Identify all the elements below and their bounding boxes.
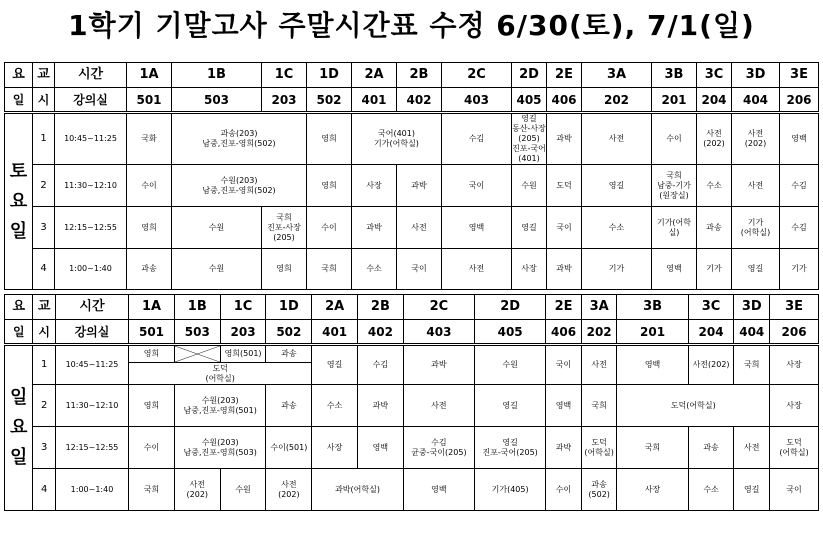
cell-2E: 국이	[547, 207, 582, 249]
cell-3C: 수소	[688, 469, 734, 511]
cell-3B: 국희 남중-기가(원장실)	[652, 165, 697, 207]
class-2A: 2A	[312, 295, 358, 320]
cell-2D: 영길	[475, 385, 546, 427]
cell-2D: 영길	[512, 207, 547, 249]
cell-1B-crossed	[174, 345, 220, 363]
cell-3B: 수이	[652, 113, 697, 165]
room-2B: 402	[358, 320, 404, 345]
room-3C: 204	[697, 88, 732, 113]
cell-1D: 영희	[307, 113, 352, 165]
period-number: 4	[33, 469, 55, 511]
room-2C: 403	[442, 88, 512, 113]
cell-2A: 수소	[312, 385, 358, 427]
cell-1A: 영희	[129, 385, 175, 427]
saturday-timetable	[4, 62, 819, 290]
class-3B: 3B	[652, 63, 697, 88]
period-number: 4	[33, 249, 55, 290]
header-si: 시	[33, 320, 55, 345]
cell-3B-3D: 도덕(어학실)	[617, 385, 770, 427]
cell-3A: 사전	[581, 345, 617, 385]
cell-1C: 영희(501)	[220, 345, 266, 363]
room-3A: 202	[582, 88, 652, 113]
cell-3B: 영백	[652, 249, 697, 290]
cell-2B: 과박	[358, 385, 404, 427]
cell-3D: 영길	[734, 469, 770, 511]
class-1D: 1D	[307, 63, 352, 88]
cell-3C: 기가	[697, 249, 732, 290]
class-2C: 2C	[442, 63, 512, 88]
cell-3B: 기가(어학실)	[652, 207, 697, 249]
room-2E: 406	[546, 320, 582, 345]
period-time: 12:15~12:55	[55, 427, 128, 469]
room-3B: 201	[617, 320, 688, 345]
cell-2E: 수이	[546, 469, 582, 511]
cell-3A: 수소	[582, 207, 652, 249]
period-time: 10:45~11:25	[55, 113, 127, 165]
cell-2C: 국이	[442, 165, 512, 207]
period-number: 3	[33, 427, 55, 469]
header-time: 시간	[55, 63, 127, 88]
cell-1C: 국희 진포-사장 (205)	[262, 207, 307, 249]
class-3A: 3A	[582, 63, 652, 88]
class-2E: 2E	[546, 295, 582, 320]
class-1C: 1C	[220, 295, 266, 320]
cell-3D: 사전 (202)	[732, 113, 780, 165]
cross-mark-icon	[175, 346, 220, 362]
cell-3C: 사전(202)	[697, 113, 732, 165]
header-gyo: 교	[33, 63, 55, 88]
cell-3E: 기가	[780, 249, 819, 290]
cell-3B: 영백	[617, 345, 688, 385]
header-room: 강의실	[55, 320, 128, 345]
cell-3A: 기가	[582, 249, 652, 290]
class-2D: 2D	[512, 63, 547, 88]
cell-2C: 사전	[442, 249, 512, 290]
cell-2C: 과박	[403, 345, 474, 385]
cell-1A: 영희	[129, 345, 175, 363]
cell-2D: 수원	[475, 345, 546, 385]
room-2A: 401	[352, 88, 397, 113]
class-3D: 3D	[732, 63, 780, 88]
cell-2E: 과박	[547, 113, 582, 165]
period-number: 2	[33, 165, 55, 207]
cell-3A: 도덕 (어학실)	[581, 427, 617, 469]
room-1A: 501	[127, 88, 172, 113]
cell-3B: 국희	[617, 427, 688, 469]
room-1B: 503	[174, 320, 220, 345]
room-2E: 406	[547, 88, 582, 113]
cell-2B: 영백	[358, 427, 404, 469]
cell-3C: 사전(202)	[688, 345, 734, 385]
cell-1A: 국화	[127, 113, 172, 165]
sunday-timetable	[4, 294, 819, 511]
period-time: 10:45~11:25	[55, 345, 128, 385]
cell-2A: 영길	[312, 345, 358, 385]
cell-3E: 사장	[770, 385, 819, 427]
cell-1A: 수이	[129, 427, 175, 469]
room-3E: 206	[780, 88, 819, 113]
cell-2C: 영백	[403, 469, 474, 511]
class-1A: 1A	[129, 295, 175, 320]
cell-2A: 수소	[352, 249, 397, 290]
cell-3E: 도덕 (어학실)	[770, 427, 819, 469]
cell-3E: 사장	[770, 345, 819, 385]
room-2C: 403	[403, 320, 474, 345]
cell-3E: 국이	[770, 469, 819, 511]
cell-1B: 수원	[172, 249, 262, 290]
cell-2E: 도덕	[547, 165, 582, 207]
cell-2A: 사장	[352, 165, 397, 207]
cell-1D: 수이	[307, 207, 352, 249]
header-si: 시	[33, 88, 55, 113]
cell-2C: 사전	[403, 385, 474, 427]
period-time: 11:30~12:10	[55, 165, 127, 207]
cell-3A: 국희	[581, 385, 617, 427]
class-3D: 3D	[734, 295, 770, 320]
cell-3A: 영길	[582, 165, 652, 207]
cell-3A: 사전	[582, 113, 652, 165]
cell-2A-2B: 과박(어학실)	[312, 469, 404, 511]
period-number: 1	[33, 345, 55, 385]
class-1B: 1B	[172, 63, 262, 88]
cell-3C: 과송	[697, 207, 732, 249]
cell-3E: 영백	[780, 113, 819, 165]
cell-3D: 영길	[732, 249, 780, 290]
room-3A: 202	[581, 320, 617, 345]
cell-1D: 국희	[307, 249, 352, 290]
room-1A: 501	[129, 320, 175, 345]
cell-2C: 영백	[442, 207, 512, 249]
room-1D: 502	[307, 88, 352, 113]
cell-3D: 기가 (어학실)	[732, 207, 780, 249]
header-gyo: 교	[33, 295, 55, 320]
cell-1D: 과송	[266, 385, 312, 427]
cell-1C: 영희	[262, 249, 307, 290]
cell-2D: 수원	[512, 165, 547, 207]
class-1D: 1D	[266, 295, 312, 320]
room-3D: 404	[734, 320, 770, 345]
cell-1A: 영희	[127, 207, 172, 249]
cell-3E: 수김	[780, 207, 819, 249]
cell-2A: 사장	[312, 427, 358, 469]
room-2B: 402	[397, 88, 442, 113]
cell-2E: 영백	[546, 385, 582, 427]
cell-3C: 수소	[697, 165, 732, 207]
cell-3B: 사장	[617, 469, 688, 511]
class-3C: 3C	[697, 63, 732, 88]
room-1B: 503	[172, 88, 262, 113]
cell-2A-2B: 국어(401) 기가(어학실)	[352, 113, 442, 165]
day-label-sunday: 일 요 일	[5, 345, 33, 511]
class-3B: 3B	[617, 295, 688, 320]
period-number: 1	[33, 113, 55, 165]
cell-2D: 영길 동산-사장(205) 진포-국어(401)	[512, 114, 546, 163]
cell-1B-1C: 수원(203) 남중,진포-영희(503)	[174, 427, 266, 469]
cell-1A: 수이	[127, 165, 172, 207]
day-label-saturday: 토 요 일	[5, 113, 33, 290]
header-il: 일	[5, 320, 33, 345]
cell-2C: 수김 균중-국이(205)	[403, 427, 474, 469]
page-title: 1학기 기말고사 주말시간표 수정 6/30(토), 7/1(일)	[68, 9, 755, 42]
cell-2D: 영길 진포-국어(205)	[475, 427, 546, 469]
cell-3D: 사전	[734, 427, 770, 469]
cell-1A-1D-merged: 도덕 (어학실)	[129, 363, 312, 385]
period-number: 3	[33, 207, 55, 249]
room-2D: 405	[475, 320, 546, 345]
cell-2D: 사장	[512, 249, 547, 290]
cell-1B-1C: 수원(203) 남중,진포-영희(502)	[172, 165, 307, 207]
cell-3D: 국희	[734, 345, 770, 385]
class-1C: 1C	[262, 63, 307, 88]
cell-1C: 수원	[220, 469, 266, 511]
header-yo: 요	[5, 295, 33, 320]
room-3B: 201	[652, 88, 697, 113]
period-number: 2	[33, 385, 55, 427]
cell-1D: 수이(501)	[266, 427, 312, 469]
header-il: 일	[5, 88, 33, 113]
room-2D: 405	[512, 88, 547, 113]
room-1C: 203	[220, 320, 266, 345]
room-3E: 206	[770, 320, 819, 345]
header-yo: 요	[5, 63, 33, 88]
cell-1B-1C: 수원(203) 남중,진포-영희(501)	[174, 385, 266, 427]
class-2A: 2A	[352, 63, 397, 88]
class-1B: 1B	[174, 295, 220, 320]
class-3E: 3E	[770, 295, 819, 320]
header-room: 강의실	[55, 88, 127, 113]
cell-2B: 국이	[397, 249, 442, 290]
cell-1B-1C: 과송(203) 남중,진포-영희(502)	[172, 113, 307, 165]
cell-1D: 과송	[266, 345, 312, 363]
class-3C: 3C	[688, 295, 734, 320]
cell-3C: 과송	[688, 427, 734, 469]
cell-2D: 기가(405)	[475, 469, 546, 511]
cell-3D: 사전	[732, 165, 780, 207]
cell-2E: 과박	[546, 427, 582, 469]
class-2D: 2D	[475, 295, 546, 320]
cell-1A: 국희	[129, 469, 175, 511]
cell-1D: 영희	[307, 165, 352, 207]
class-3E: 3E	[780, 63, 819, 88]
header-time: 시간	[55, 295, 128, 320]
class-2B: 2B	[358, 295, 404, 320]
class-2E: 2E	[547, 63, 582, 88]
period-time: 12:15~12:55	[55, 207, 127, 249]
period-time: 11:30~12:10	[55, 385, 128, 427]
room-1D: 502	[266, 320, 312, 345]
room-2A: 401	[312, 320, 358, 345]
cell-3E: 수김	[780, 165, 819, 207]
class-2B: 2B	[397, 63, 442, 88]
class-2C: 2C	[403, 295, 474, 320]
period-time: 1:00~1:40	[55, 249, 127, 290]
cell-2B: 과박	[397, 165, 442, 207]
room-1C: 203	[262, 88, 307, 113]
cell-1B: 수원	[172, 207, 262, 249]
cell-1B: 사전 (202)	[174, 469, 220, 511]
cell-1A: 과송	[127, 249, 172, 290]
cell-2E: 국이	[546, 345, 582, 385]
class-3A: 3A	[581, 295, 617, 320]
cell-2B: 수김	[358, 345, 404, 385]
cell-2E: 과박	[547, 249, 582, 290]
room-3C: 204	[688, 320, 734, 345]
cell-2C: 수김	[442, 113, 512, 165]
class-1A: 1A	[127, 63, 172, 88]
cell-3A: 과송 (502)	[581, 469, 617, 511]
cell-1D: 사전 (202)	[266, 469, 312, 511]
room-3D: 404	[732, 88, 780, 113]
period-time: 1:00~1:40	[55, 469, 128, 511]
cell-2A: 과박	[352, 207, 397, 249]
cell-2B: 사전	[397, 207, 442, 249]
